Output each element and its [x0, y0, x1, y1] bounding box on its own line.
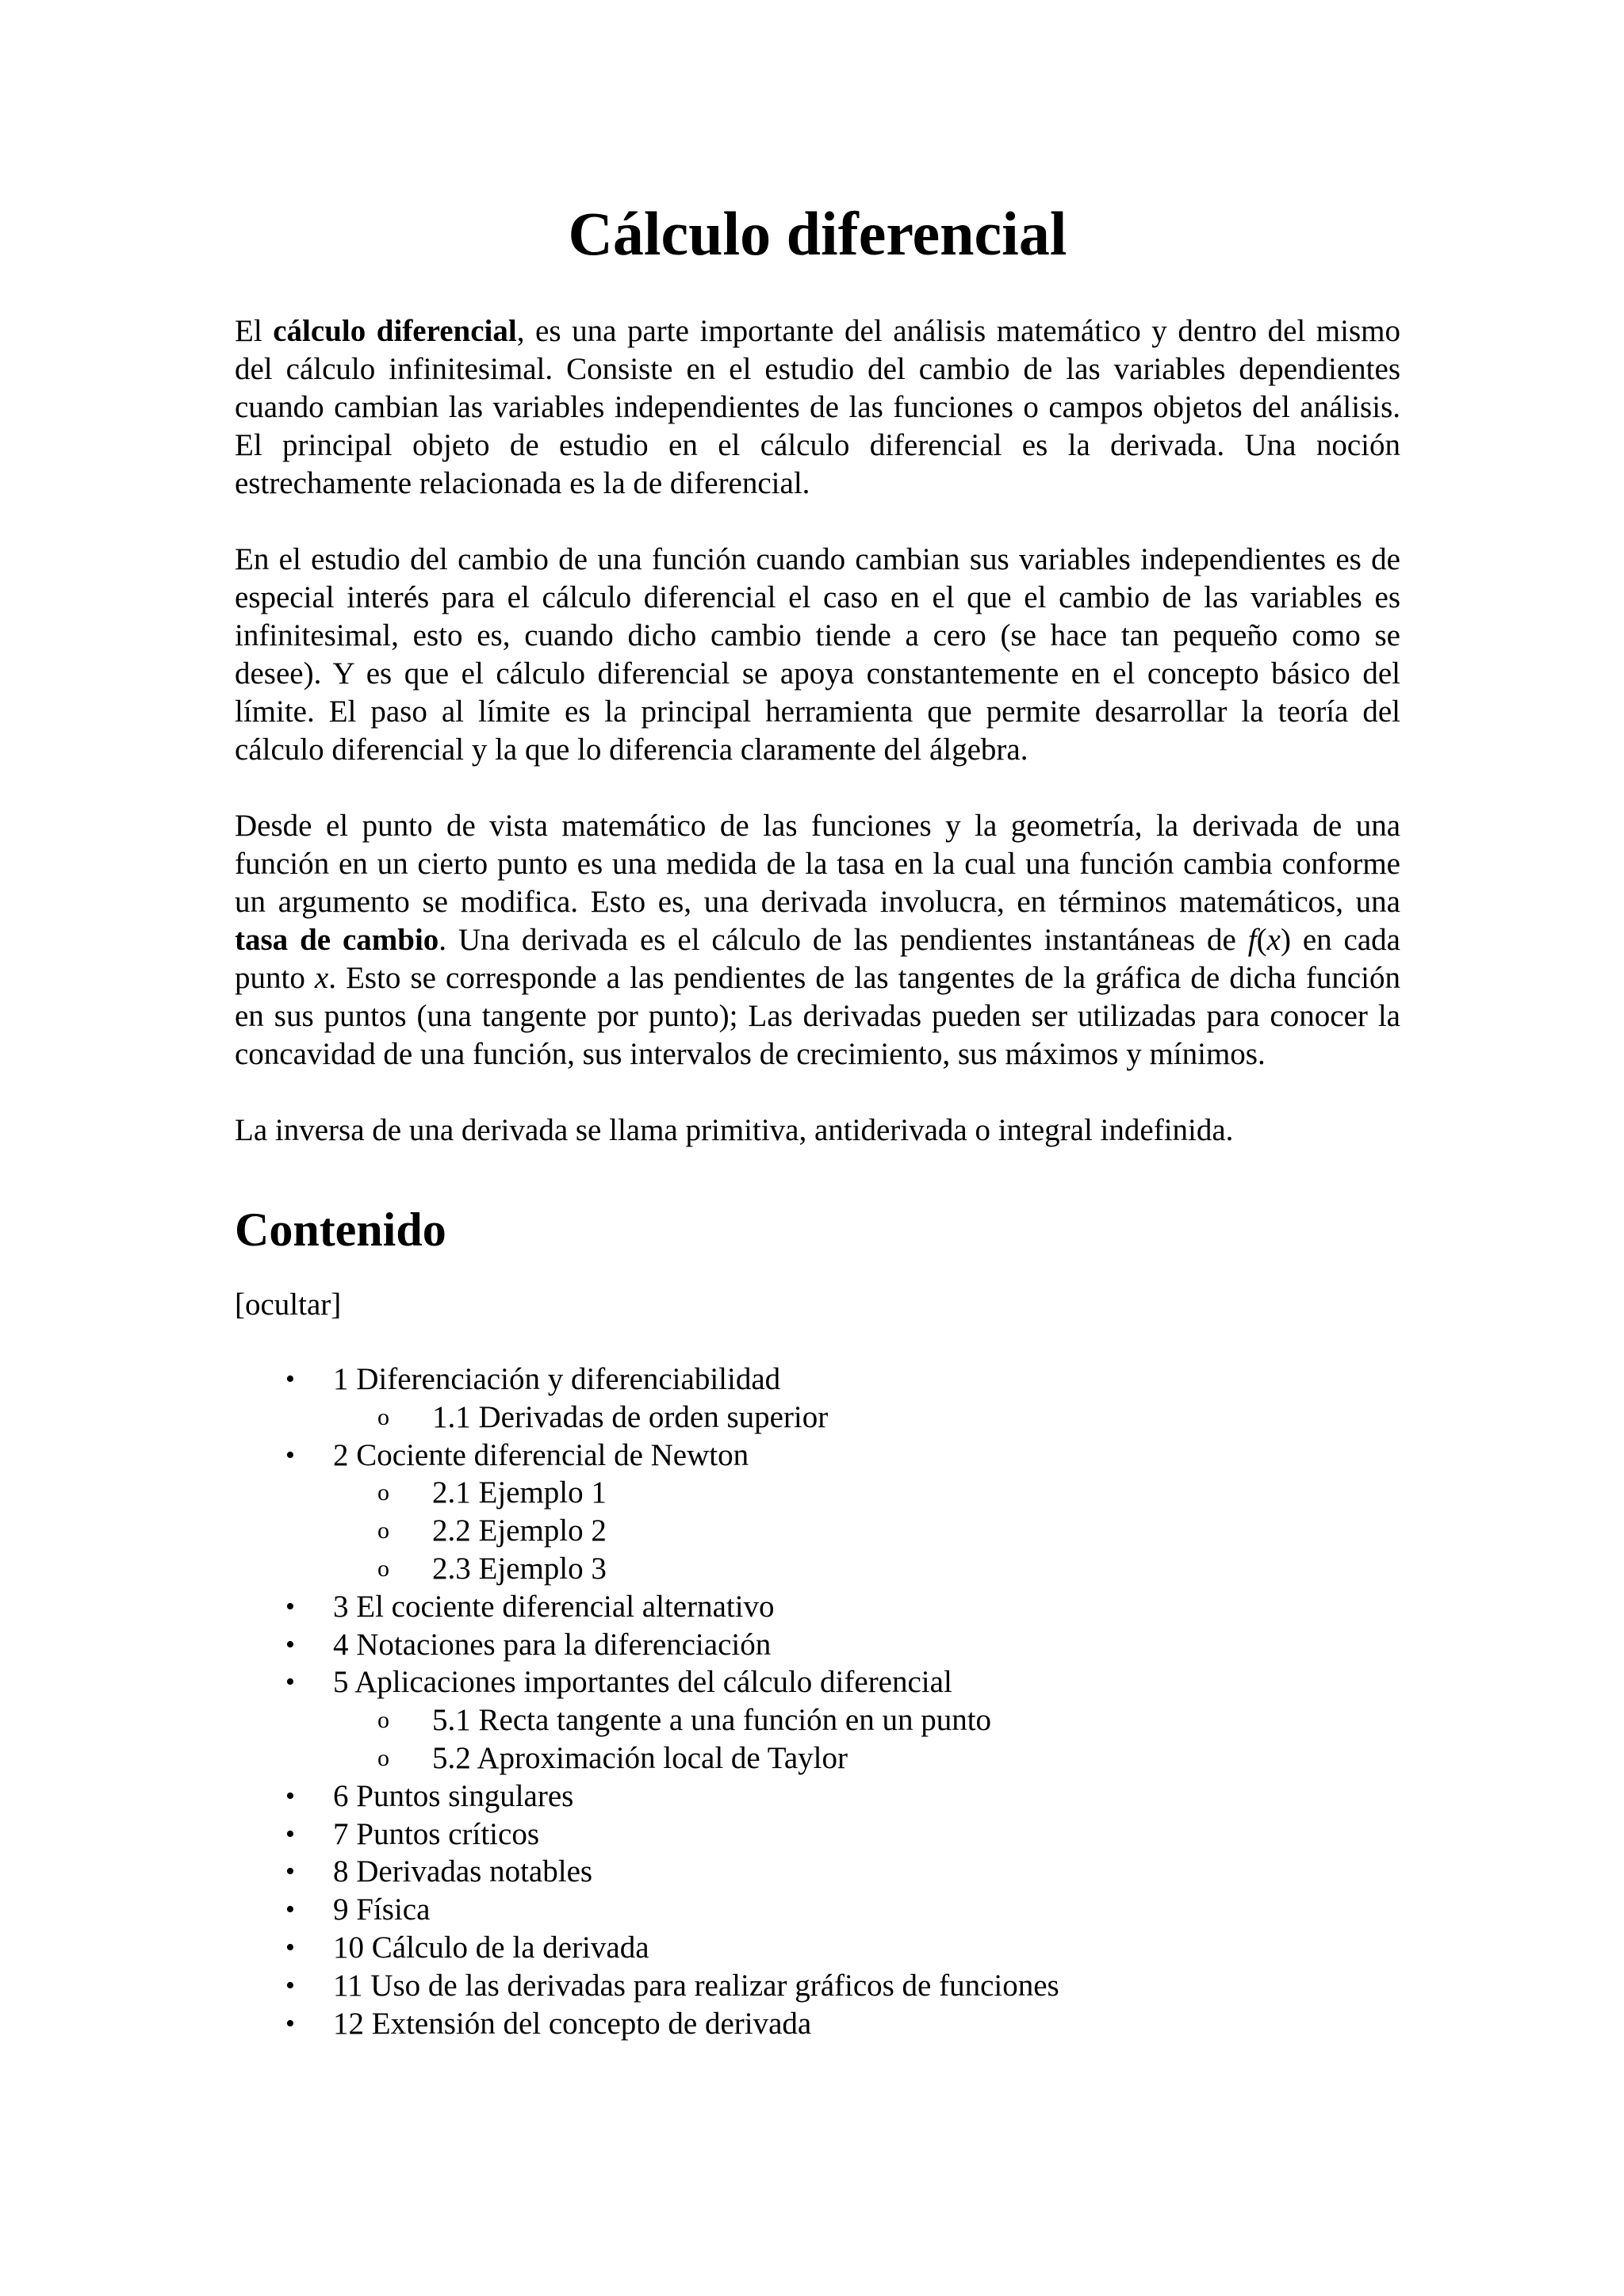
toc-subitem	[235, 1701, 1400, 1739]
bullet-icon: •	[285, 1364, 295, 1394]
toc-link[interactable]: 5.1 Recta tangente a una función en un punto	[432, 1703, 992, 1738]
bold-term: tasa de cambio	[235, 923, 439, 957]
paragraph-text: El	[235, 314, 274, 348]
paragraph-derivative	[235, 807, 1400, 1073]
contents-heading: Contenido	[235, 1203, 446, 1256]
toc-item	[235, 1777, 1400, 1816]
toc-link[interactable]: 5.2 Aproximación local de Taylor	[432, 1740, 848, 1775]
toc-link[interactable]: 5 Aplicaciones importantes del cálculo diferencial	[333, 1665, 952, 1700]
bullet-icon: •	[285, 1970, 295, 2000]
page-title: Cálculo diferencial	[568, 199, 1067, 268]
paragraph-text: (	[1256, 923, 1267, 957]
toc-item	[235, 1967, 1400, 2005]
toc-link[interactable]: 2.2 Ejemplo 2	[432, 1513, 607, 1548]
toc-link[interactable]: 4 Notaciones para la diferenciación	[333, 1627, 772, 1662]
math-variable: x	[314, 961, 329, 995]
toc-link[interactable]: 1.1 Derivadas de orden superior	[432, 1399, 829, 1434]
bullet-icon: •	[285, 1895, 295, 1925]
toc-link[interactable]: 1 Diferenciación y diferenciabilidad	[333, 1362, 781, 1396]
paragraph-text: ) en cada punto	[235, 923, 1400, 995]
toc-link[interactable]: 2.3 Ejemplo 3	[432, 1551, 607, 1586]
paragraph-limits: En el estudio del cambio de una función cuando cambian sus variables independientes es de especial interés para el cálculo diferencial el caso en el que el cambio de las variables es infinitesimal, esto es, cuando dicho cambio tiende a cero (se hace tan pequeño como se desee). Y es que el cálculo diferencial se apoya constantemente en el concepto básico del límite. El paso al límite es la principal herramienta que permite desarrollar la teoría del cálculo diferencial y la que lo diferencia claramente del álgebra.	[235, 542, 1400, 767]
toc-subitem	[235, 1399, 1400, 1437]
bullet-icon: •	[285, 1932, 295, 1962]
math-variable: f	[1247, 923, 1257, 957]
circle-bullet-icon: o	[377, 1479, 389, 1506]
toc-item	[235, 2005, 1400, 2043]
toc-subitem	[235, 1550, 1400, 1588]
circle-bullet-icon: o	[377, 1744, 389, 1771]
toc-item	[235, 1853, 1400, 1891]
toc-link[interactable]: 2 Cociente diferencial de Newton	[333, 1437, 749, 1472]
toc-item	[235, 1626, 1400, 1664]
paragraph-text: , es una parte importante del análisis matemático y dentro del mismo del cálculo infinitesimal. Consiste en el estudio del cambio de las variables dependientes cuando cambian las variables independientes de las funciones o campos objetos del análisis. El principal objeto de estudio en el cálculo diferencial es la derivada. Una noción estrechamente relacionada es la de diferencial.	[235, 314, 1400, 500]
toc-item	[235, 1891, 1400, 1929]
toc-item	[235, 1816, 1400, 1854]
circle-bullet-icon: o	[377, 1403, 389, 1430]
paragraph-text: . Una derivada es el cálculo de las pendientes instantáneas de	[439, 923, 1248, 957]
table-of-contents	[235, 1360, 1400, 2042]
bullet-icon: •	[285, 1781, 295, 1811]
document-page	[235, 190, 1400, 2042]
toc-item	[235, 1929, 1400, 1967]
toc-link[interactable]: 2.1 Ejemplo 1	[432, 1475, 607, 1510]
bullet-icon: •	[285, 1629, 295, 1659]
math-variable: x	[1266, 923, 1281, 957]
bullet-icon: •	[285, 1440, 295, 1470]
bullet-icon: •	[285, 2008, 295, 2038]
circle-bullet-icon: o	[377, 1555, 389, 1582]
toc-link[interactable]: 8 Derivadas notables	[333, 1854, 593, 1889]
toc-link[interactable]: 12 Extensión del concepto de derivada	[333, 2006, 812, 2041]
toc-subitem	[235, 1512, 1400, 1550]
toc-link[interactable]: 10 Cálculo de la derivada	[333, 1930, 649, 1965]
toc-link[interactable]: 6 Puntos singulares	[333, 1778, 574, 1813]
toc-item	[235, 1663, 1400, 1701]
paragraph-intro	[235, 312, 1400, 503]
article-body	[235, 312, 1400, 1150]
toc-link[interactable]: 9 Física	[333, 1892, 431, 1927]
toc-link[interactable]: 7 Puntos críticos	[333, 1816, 539, 1851]
toc-subitem	[235, 1474, 1400, 1512]
bullet-icon: •	[285, 1857, 295, 1887]
paragraph-text: Desde el punto de vista matemático de las funciones y la geometría, la derivada de una función en un cierto punto es una medida de la tasa en la cual una función cambia conforme un argumento se modifica. Esto es, una derivada involucra, en términos matemáticos, una	[235, 809, 1400, 919]
bullet-icon: •	[285, 1819, 295, 1849]
toc-item	[235, 1588, 1400, 1626]
bullet-icon: •	[285, 1591, 295, 1621]
circle-bullet-icon: o	[377, 1517, 389, 1544]
bold-term: cálculo diferencial	[273, 314, 517, 348]
toc-toggle-link[interactable]: [ocultar]	[235, 1288, 342, 1322]
circle-bullet-icon: o	[377, 1707, 389, 1734]
toc-item	[235, 1437, 1400, 1475]
toc-link[interactable]: 3 El cociente diferencial alternativo	[333, 1589, 775, 1624]
toc-subitem	[235, 1739, 1400, 1777]
paragraph-text: . Esto se corresponde a las pendientes de las tangentes de la gráfica de dicha función en sus puntos (una tangente por punto); Las derivadas pueden ser utilizadas para conocer la concavidad de una función, sus intervalos de crecimiento, sus máximos y mínimos.	[235, 961, 1400, 1071]
paragraph-inverse: La inversa de una derivada se llama primitiva, antiderivada o integral indefinida.	[235, 1113, 1234, 1147]
bullet-icon: •	[285, 1667, 295, 1697]
toc-link[interactable]: 11 Uso de las derivadas para realizar gráficos de funciones	[333, 1968, 1059, 2003]
toc-item	[235, 1360, 1400, 1399]
